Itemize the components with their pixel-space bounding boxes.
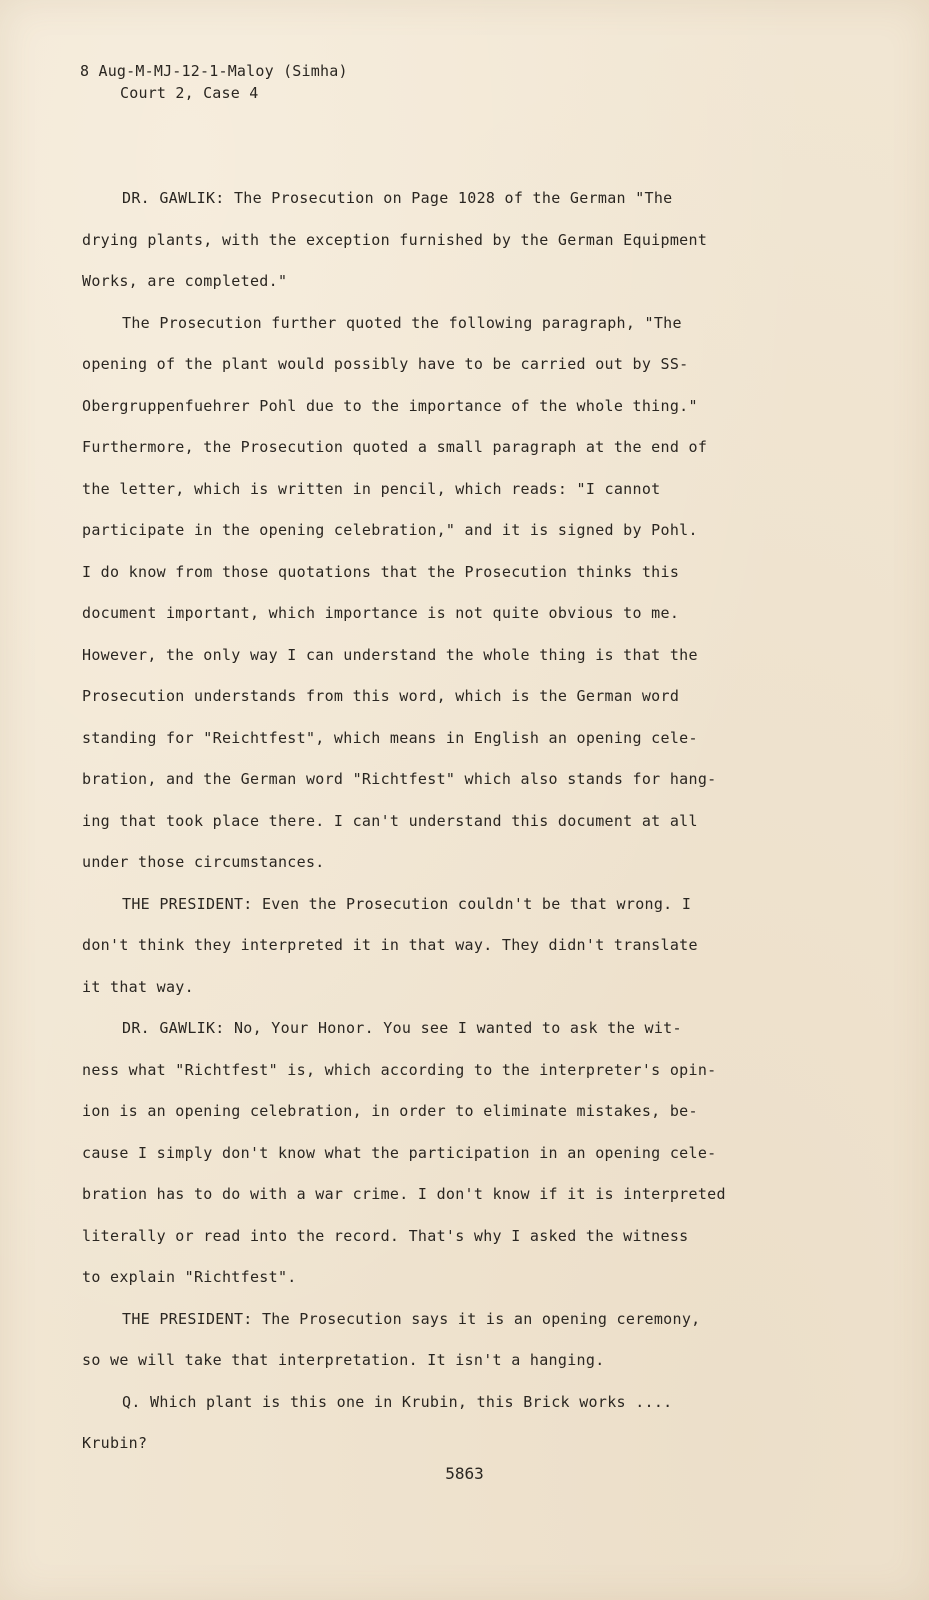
text-line: THE PRESIDENT: The Prosecution says it is an opening ceremony, bbox=[122, 1309, 701, 1328]
text-line: opening of the plant would possibly have to be carried out by SS- bbox=[82, 355, 689, 373]
document-header bbox=[80, 60, 348, 104]
text-line: However, the only way I can understand the whole thing is that the bbox=[82, 645, 698, 664]
text-line: Krubin? bbox=[82, 1434, 148, 1452]
text-line: under those circumstances. bbox=[82, 853, 325, 871]
text-line: Prosecution understands from this word, which is the German word bbox=[82, 687, 680, 705]
text-line: Obergruppenfuehrer Pohl due to the importance of the whole thing." bbox=[82, 396, 698, 415]
text-line: so we will take that interpretation. It isn't a hanging. bbox=[82, 1351, 605, 1369]
text-line: DR. GAWLIK: The Prosecution on Page 1028 of the German "The bbox=[122, 189, 673, 207]
text-line: bration has to do with a war crime. I don't know if it is interpreted bbox=[82, 1185, 726, 1203]
text-line: ing that took place there. I can't understand this document at all bbox=[82, 811, 698, 830]
text-line: Q. Which plant is this one in Krubin, this Brick works .... bbox=[122, 1392, 673, 1411]
text-line: Furthermore, the Prosecution quoted a small paragraph at the end of bbox=[82, 438, 708, 456]
text-line: it that way. bbox=[82, 977, 194, 996]
text-line: ion is an opening celebration, in order to eliminate mistakes, be- bbox=[82, 1102, 698, 1120]
text-line: I do know from those quotations that the Prosecution thinks this bbox=[82, 562, 680, 581]
text-line: don't think they interpreted it in that way. They didn't translate bbox=[82, 936, 698, 954]
text-line: the letter, which is written in pencil, which reads: "I cannot bbox=[82, 479, 661, 498]
text-line: DR. GAWLIK: No, Your Honor. You see I wanted to ask the wit- bbox=[122, 1019, 682, 1037]
transcript-body bbox=[82, 178, 782, 1465]
text-line: standing for "Reichtfest", which means in English an opening cele- bbox=[82, 728, 698, 747]
text-line: literally or read into the record. That's why I asked the witness bbox=[82, 1226, 689, 1245]
text-line: to explain "Richtfest". bbox=[82, 1268, 297, 1286]
text-line: cause I simply don't know what the participation in an opening cele- bbox=[82, 1143, 717, 1162]
text-line: bration, and the German word "Richtfest" which also stands for hang- bbox=[82, 770, 717, 788]
header-reference: 8 Aug-M-MJ-12-1-Maloy (Simha) bbox=[80, 62, 348, 80]
text-line: Works, are completed." bbox=[82, 272, 288, 290]
text-line: drying plants, with the exception furnished by the German Equipment bbox=[82, 230, 708, 249]
text-line: The Prosecution further quoted the following paragraph, "The bbox=[122, 313, 682, 332]
text-line: participate in the opening celebration," and it is signed by Pohl. bbox=[82, 521, 698, 539]
page-number: 5863 bbox=[445, 1464, 484, 1483]
text-line: ness what "Richtfest" is, which according to the interpreter's opin- bbox=[82, 1060, 717, 1079]
text-line: THE PRESIDENT: Even the Prosecution couldn't be that wrong. I bbox=[122, 894, 692, 913]
header-court-case: Court 2, Case 4 bbox=[120, 84, 259, 102]
text-line: document important, which importance is not quite obvious to me. bbox=[82, 604, 680, 622]
